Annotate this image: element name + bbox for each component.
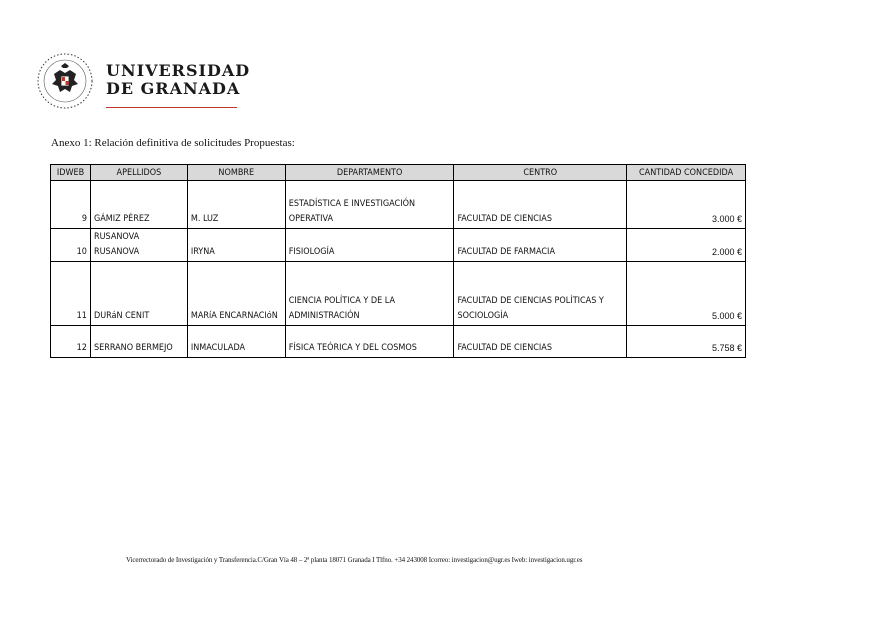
- cell-idweb: 10: [51, 229, 91, 262]
- cell-nombre: MARíA ENCARNACIóN: [187, 262, 285, 326]
- cell-centro: FACULTAD DE CIENCIAS: [454, 181, 627, 229]
- header-departamento: DEPARTAMENTO: [285, 165, 454, 181]
- cell-centro: FACULTAD DE FARMACIA: [454, 229, 627, 262]
- header-cantidad: CANTIDAD CONCEDIDA: [627, 165, 746, 181]
- cell-idweb: 12: [51, 326, 91, 358]
- cell-cantidad: 5.758 €: [627, 326, 746, 358]
- university-seal-icon: [36, 52, 94, 110]
- cell-centro: FACULTAD DE CIENCIAS POLÍTICAS Y SOCIOLOGÍA: [454, 262, 627, 326]
- header-centro: CENTRO: [454, 165, 627, 181]
- header-nombre: NOMBRE: [187, 165, 285, 181]
- table-header-row: [51, 165, 746, 181]
- cell-nombre: M. LUZ: [187, 181, 285, 229]
- cell-cantidad: 2.000 €: [627, 229, 746, 262]
- university-name-line1: UNIVERSIDAD: [106, 61, 251, 80]
- footer-contact: Vicerrectorado de Investigación y Transferencia.C/Gran Vía 48 – 2ª planta 18071 Granada I Tlfno. +34 243008 Icorreo: investigacion@ugr.es Iweb: investigacion.ugr.es: [126, 556, 583, 564]
- cell-apellidos: SERRANO BERMEJO: [90, 326, 187, 358]
- cell-departamento: FÍSICA TEÓRICA Y DEL COSMOS: [285, 326, 454, 358]
- cell-departamento: CIENCIA POLÍTICA Y DE LA ADMINISTRACIÓN: [285, 262, 454, 326]
- grants-table: [50, 164, 746, 358]
- cell-cantidad: 5.000 €: [627, 262, 746, 326]
- table-row: [51, 181, 746, 229]
- cell-nombre: IRYNA: [187, 229, 285, 262]
- cell-apellidos: DURáN CENIT: [90, 262, 187, 326]
- annex-title: Anexo 1: Relación definitiva de solicitudes Propuestas:: [51, 137, 295, 149]
- header-idweb: IDWEB: [51, 165, 91, 181]
- cell-departamento: ESTADÍSTICA E INVESTIGACIÓN OPERATIVA: [285, 181, 454, 229]
- cell-nombre: INMACULADA: [187, 326, 285, 358]
- cell-idweb: 11: [51, 262, 91, 326]
- university-name-line2: DE GRANADA: [106, 79, 241, 98]
- cell-apellidos: RUSANOVA RUSANOVA: [90, 229, 187, 262]
- logo-underline: [106, 107, 237, 108]
- cell-departamento: FISIOLOGÍA: [285, 229, 454, 262]
- cell-cantidad: 3.000 €: [627, 181, 746, 229]
- university-logo: [36, 52, 251, 110]
- cell-idweb: 9: [51, 181, 91, 229]
- cell-apellidos: GÁMIZ PÉREZ: [90, 181, 187, 229]
- table-row: [51, 229, 746, 262]
- university-wordmark: [106, 62, 250, 98]
- table-row: [51, 262, 746, 326]
- cell-centro: FACULTAD DE CIENCIAS: [454, 326, 627, 358]
- table-row: [51, 326, 746, 358]
- header-apellidos: APELLIDOS: [90, 165, 187, 181]
